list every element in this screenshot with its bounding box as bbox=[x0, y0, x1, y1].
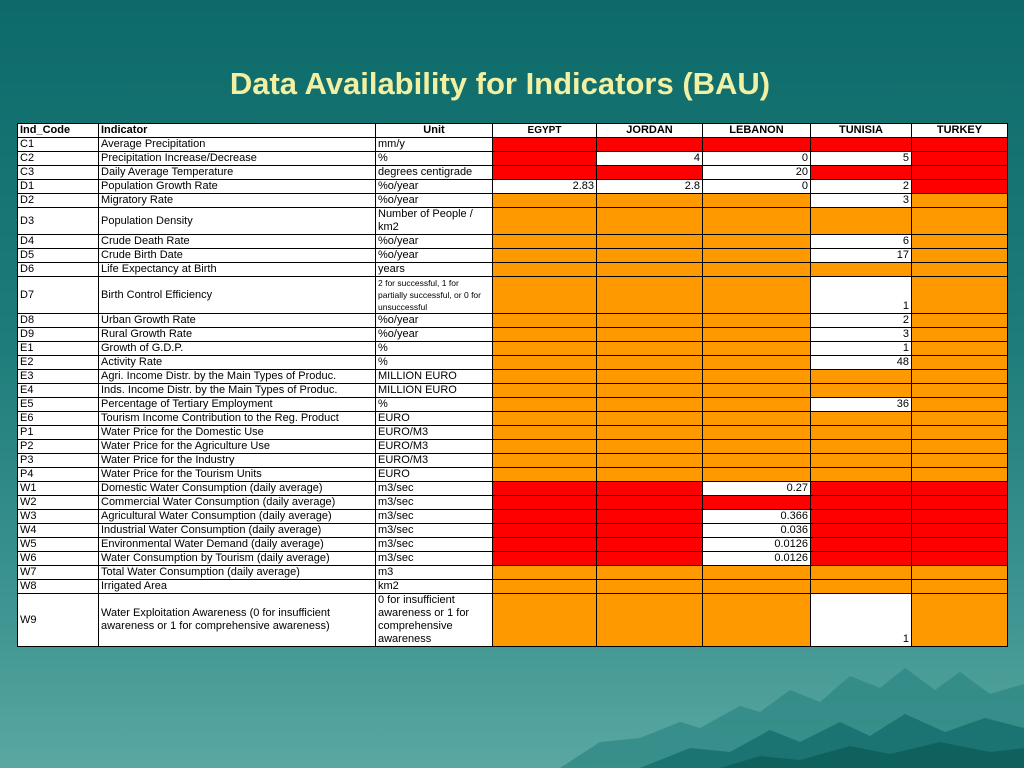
cell-unit: 0 for insufficient awareness or 1 for comprehensive awareness bbox=[376, 594, 493, 647]
cell-egypt bbox=[493, 384, 597, 398]
cell-lebanon: 0.0126 bbox=[703, 552, 811, 566]
cell-lebanon bbox=[703, 277, 811, 314]
cell-jordan bbox=[597, 524, 703, 538]
cell-unit: EURO bbox=[376, 468, 493, 482]
cell-egypt bbox=[493, 208, 597, 235]
cell-jordan bbox=[597, 342, 703, 356]
cell-indicator: Population Growth Rate bbox=[99, 180, 376, 194]
cell-jordan bbox=[597, 538, 703, 552]
table-row bbox=[18, 580, 1008, 594]
cell-indicator: Agri. Income Distr. by the Main Types of Produc. bbox=[99, 370, 376, 384]
cell-turkey bbox=[912, 314, 1008, 328]
cell-turkey bbox=[912, 580, 1008, 594]
cell-lebanon bbox=[703, 370, 811, 384]
cell-jordan bbox=[597, 328, 703, 342]
cell-unit: %o/year bbox=[376, 235, 493, 249]
cell-tunisia bbox=[811, 263, 912, 277]
cell-lebanon bbox=[703, 194, 811, 208]
table-row bbox=[18, 235, 1008, 249]
cell-tunisia bbox=[811, 384, 912, 398]
cell-jordan bbox=[597, 482, 703, 496]
cell-indicator: Inds. Income Distr. by the Main Types of Produc. bbox=[99, 384, 376, 398]
cell-tunisia bbox=[811, 208, 912, 235]
cell-lebanon bbox=[703, 263, 811, 277]
cell-indicator: Commercial Water Consumption (daily average) bbox=[99, 496, 376, 510]
cell-indicator: Total Water Consumption (daily average) bbox=[99, 566, 376, 580]
cell-tunisia: 6 bbox=[811, 235, 912, 249]
cell-turkey bbox=[912, 566, 1008, 580]
cell-indicator: Daily Average Temperature bbox=[99, 166, 376, 180]
cell-tunisia bbox=[811, 426, 912, 440]
cell-tunisia: 1 bbox=[811, 277, 912, 314]
cell-ind-code: E1 bbox=[18, 342, 99, 356]
cell-ind-code: E6 bbox=[18, 412, 99, 426]
cell-indicator: Water Price for the Industry bbox=[99, 454, 376, 468]
table-header bbox=[18, 124, 1008, 138]
cell-tunisia bbox=[811, 580, 912, 594]
cell-egypt bbox=[493, 594, 597, 647]
cell-lebanon bbox=[703, 440, 811, 454]
header-unit: Unit bbox=[376, 124, 493, 138]
cell-lebanon: 0.036 bbox=[703, 524, 811, 538]
cell-ind-code: W7 bbox=[18, 566, 99, 580]
cell-egypt bbox=[493, 194, 597, 208]
cell-turkey bbox=[912, 152, 1008, 166]
cell-jordan bbox=[597, 277, 703, 314]
header-tunisia: TUNISIA bbox=[811, 124, 912, 138]
cell-indicator: Water Price for the Agriculture Use bbox=[99, 440, 376, 454]
cell-unit: % bbox=[376, 356, 493, 370]
cell-jordan bbox=[597, 263, 703, 277]
cell-turkey bbox=[912, 398, 1008, 412]
table-row bbox=[18, 426, 1008, 440]
table-row bbox=[18, 194, 1008, 208]
table-row bbox=[18, 249, 1008, 263]
cell-unit: EURO/M3 bbox=[376, 426, 493, 440]
cell-tunisia bbox=[811, 440, 912, 454]
indicator-table bbox=[17, 123, 1008, 647]
cell-turkey bbox=[912, 263, 1008, 277]
cell-egypt bbox=[493, 356, 597, 370]
cell-ind-code: C1 bbox=[18, 138, 99, 152]
cell-unit: m3/sec bbox=[376, 482, 493, 496]
cell-unit: %o/year bbox=[376, 180, 493, 194]
cell-egypt bbox=[493, 277, 597, 314]
cell-ind-code: W6 bbox=[18, 552, 99, 566]
cell-tunisia bbox=[811, 370, 912, 384]
cell-ind-code: D3 bbox=[18, 208, 99, 235]
header-indicator: Indicator bbox=[99, 124, 376, 138]
cell-jordan: 4 bbox=[597, 152, 703, 166]
cell-lebanon: 0.0126 bbox=[703, 538, 811, 552]
cell-lebanon bbox=[703, 398, 811, 412]
cell-turkey bbox=[912, 138, 1008, 152]
cell-unit: EURO/M3 bbox=[376, 440, 493, 454]
cell-unit: years bbox=[376, 263, 493, 277]
cell-turkey bbox=[912, 249, 1008, 263]
cell-ind-code: D5 bbox=[18, 249, 99, 263]
cell-ind-code: E5 bbox=[18, 398, 99, 412]
cell-jordan bbox=[597, 440, 703, 454]
cell-tunisia bbox=[811, 510, 912, 524]
cell-egypt bbox=[493, 152, 597, 166]
cell-turkey bbox=[912, 524, 1008, 538]
cell-unit: %o/year bbox=[376, 194, 493, 208]
cell-jordan: 2.8 bbox=[597, 180, 703, 194]
cell-tunisia bbox=[811, 524, 912, 538]
header-ind-code: Ind_Code bbox=[18, 124, 99, 138]
cell-jordan bbox=[597, 510, 703, 524]
cell-indicator: Urban Growth Rate bbox=[99, 314, 376, 328]
cell-indicator: Activity Rate bbox=[99, 356, 376, 370]
cell-turkey bbox=[912, 468, 1008, 482]
cell-jordan bbox=[597, 580, 703, 594]
cell-indicator: Crude Birth Date bbox=[99, 249, 376, 263]
table-row bbox=[18, 263, 1008, 277]
cell-egypt bbox=[493, 510, 597, 524]
cell-lebanon bbox=[703, 496, 811, 510]
cell-lebanon bbox=[703, 208, 811, 235]
cell-ind-code: P2 bbox=[18, 440, 99, 454]
cell-lebanon bbox=[703, 384, 811, 398]
cell-ind-code: P3 bbox=[18, 454, 99, 468]
cell-turkey bbox=[912, 356, 1008, 370]
cell-lebanon: 0 bbox=[703, 180, 811, 194]
cell-tunisia bbox=[811, 468, 912, 482]
cell-turkey bbox=[912, 194, 1008, 208]
cell-jordan bbox=[597, 384, 703, 398]
header-egypt: EGYPT bbox=[493, 124, 597, 138]
cell-unit: m3/sec bbox=[376, 510, 493, 524]
cell-egypt bbox=[493, 398, 597, 412]
cell-unit: MILLION EURO bbox=[376, 370, 493, 384]
cell-lebanon bbox=[703, 249, 811, 263]
cell-tunisia: 3 bbox=[811, 328, 912, 342]
table-row bbox=[18, 412, 1008, 426]
table-row bbox=[18, 328, 1008, 342]
cell-indicator: Average Precipitation bbox=[99, 138, 376, 152]
cell-ind-code: P4 bbox=[18, 468, 99, 482]
cell-jordan bbox=[597, 412, 703, 426]
cell-turkey bbox=[912, 370, 1008, 384]
table-row bbox=[18, 208, 1008, 235]
cell-ind-code: W3 bbox=[18, 510, 99, 524]
cell-unit: m3/sec bbox=[376, 496, 493, 510]
cell-tunisia: 1 bbox=[811, 594, 912, 647]
cell-egypt bbox=[493, 482, 597, 496]
table-row bbox=[18, 356, 1008, 370]
cell-unit: m3/sec bbox=[376, 552, 493, 566]
cell-egypt bbox=[493, 552, 597, 566]
cell-indicator: Irrigated Area bbox=[99, 580, 376, 594]
cell-egypt bbox=[493, 468, 597, 482]
cell-turkey bbox=[912, 454, 1008, 468]
cell-indicator: Domestic Water Consumption (daily average) bbox=[99, 482, 376, 496]
cell-unit: degrees centigrade bbox=[376, 166, 493, 180]
table-row bbox=[18, 510, 1008, 524]
cell-ind-code: W9 bbox=[18, 594, 99, 647]
cell-unit: Number of People / km2 bbox=[376, 208, 493, 235]
table-row bbox=[18, 277, 1008, 314]
cell-tunisia: 48 bbox=[811, 356, 912, 370]
cell-turkey bbox=[912, 594, 1008, 647]
table-row bbox=[18, 538, 1008, 552]
cell-unit: km2 bbox=[376, 580, 493, 594]
cell-indicator: Water Consumption by Tourism (daily average) bbox=[99, 552, 376, 566]
cell-ind-code: E2 bbox=[18, 356, 99, 370]
table-row bbox=[18, 468, 1008, 482]
cell-ind-code: E3 bbox=[18, 370, 99, 384]
cell-lebanon bbox=[703, 426, 811, 440]
cell-indicator: Growth of G.D.P. bbox=[99, 342, 376, 356]
cell-lebanon bbox=[703, 356, 811, 370]
table-row bbox=[18, 552, 1008, 566]
cell-lebanon: 20 bbox=[703, 166, 811, 180]
cell-turkey bbox=[912, 328, 1008, 342]
cell-indicator: Water Price for the Domestic Use bbox=[99, 426, 376, 440]
cell-ind-code: W8 bbox=[18, 580, 99, 594]
cell-unit: 2 for successful, 1 for partially successful, or 0 for unsuccessful bbox=[376, 277, 493, 314]
cell-egypt bbox=[493, 235, 597, 249]
cell-jordan bbox=[597, 370, 703, 384]
cell-tunisia: 2 bbox=[811, 180, 912, 194]
cell-ind-code: W2 bbox=[18, 496, 99, 510]
cell-tunisia: 3 bbox=[811, 194, 912, 208]
cell-turkey bbox=[912, 384, 1008, 398]
cell-indicator: Water Price for the Tourism Units bbox=[99, 468, 376, 482]
cell-egypt bbox=[493, 314, 597, 328]
cell-jordan bbox=[597, 594, 703, 647]
table-row bbox=[18, 152, 1008, 166]
cell-unit: EURO/M3 bbox=[376, 454, 493, 468]
cell-unit: % bbox=[376, 152, 493, 166]
table-row bbox=[18, 384, 1008, 398]
cell-unit: mm/y bbox=[376, 138, 493, 152]
table-row bbox=[18, 166, 1008, 180]
cell-jordan bbox=[597, 314, 703, 328]
cell-egypt bbox=[493, 580, 597, 594]
table-row bbox=[18, 138, 1008, 152]
cell-egypt bbox=[493, 370, 597, 384]
cell-egypt bbox=[493, 496, 597, 510]
table-row bbox=[18, 524, 1008, 538]
cell-egypt bbox=[493, 263, 597, 277]
cell-unit: m3/sec bbox=[376, 538, 493, 552]
cell-jordan bbox=[597, 468, 703, 482]
cell-lebanon bbox=[703, 566, 811, 580]
cell-lebanon bbox=[703, 138, 811, 152]
cell-unit: m3 bbox=[376, 566, 493, 580]
cell-jordan bbox=[597, 194, 703, 208]
cell-lebanon bbox=[703, 314, 811, 328]
cell-jordan bbox=[597, 208, 703, 235]
cell-tunisia: 36 bbox=[811, 398, 912, 412]
table-row bbox=[18, 440, 1008, 454]
cell-lebanon: 0.27 bbox=[703, 482, 811, 496]
cell-lebanon bbox=[703, 580, 811, 594]
cell-ind-code: C3 bbox=[18, 166, 99, 180]
cell-lebanon bbox=[703, 594, 811, 647]
cell-turkey bbox=[912, 277, 1008, 314]
cell-turkey bbox=[912, 496, 1008, 510]
cell-lebanon bbox=[703, 328, 811, 342]
cell-unit: %o/year bbox=[376, 314, 493, 328]
cell-turkey bbox=[912, 166, 1008, 180]
cell-ind-code: D7 bbox=[18, 277, 99, 314]
cell-lebanon bbox=[703, 412, 811, 426]
cell-jordan bbox=[597, 552, 703, 566]
cell-ind-code: D1 bbox=[18, 180, 99, 194]
cell-turkey bbox=[912, 552, 1008, 566]
cell-tunisia: 17 bbox=[811, 249, 912, 263]
cell-egypt bbox=[493, 166, 597, 180]
cell-lebanon bbox=[703, 342, 811, 356]
cell-egypt bbox=[493, 538, 597, 552]
cell-unit: EURO bbox=[376, 412, 493, 426]
cell-jordan bbox=[597, 426, 703, 440]
cell-jordan bbox=[597, 166, 703, 180]
table-row bbox=[18, 370, 1008, 384]
cell-turkey bbox=[912, 510, 1008, 524]
cell-ind-code: D4 bbox=[18, 235, 99, 249]
cell-ind-code: D9 bbox=[18, 328, 99, 342]
cell-indicator: Industrial Water Consumption (daily average) bbox=[99, 524, 376, 538]
cell-ind-code: D6 bbox=[18, 263, 99, 277]
cell-unit: %o/year bbox=[376, 249, 493, 263]
cell-tunisia: 2 bbox=[811, 314, 912, 328]
cell-egypt bbox=[493, 524, 597, 538]
header-jordan: JORDAN bbox=[597, 124, 703, 138]
cell-jordan bbox=[597, 235, 703, 249]
cell-turkey bbox=[912, 180, 1008, 194]
cell-ind-code: W1 bbox=[18, 482, 99, 496]
cell-lebanon bbox=[703, 468, 811, 482]
cell-indicator: Environmental Water Demand (daily average) bbox=[99, 538, 376, 552]
table-row bbox=[18, 482, 1008, 496]
cell-tunisia bbox=[811, 138, 912, 152]
cell-unit: MILLION EURO bbox=[376, 384, 493, 398]
cell-indicator: Life Expectancy at Birth bbox=[99, 263, 376, 277]
cell-unit: % bbox=[376, 398, 493, 412]
cell-tunisia bbox=[811, 552, 912, 566]
cell-turkey bbox=[912, 412, 1008, 426]
cell-tunisia bbox=[811, 566, 912, 580]
table-row bbox=[18, 180, 1008, 194]
table-row bbox=[18, 454, 1008, 468]
cell-ind-code: D8 bbox=[18, 314, 99, 328]
table-row bbox=[18, 594, 1008, 647]
cell-indicator: Tourism Income Contribution to the Reg. Product bbox=[99, 412, 376, 426]
cell-tunisia bbox=[811, 412, 912, 426]
cell-indicator: Birth Control Efficiency bbox=[99, 277, 376, 314]
cell-jordan bbox=[597, 138, 703, 152]
cell-indicator: Percentage of Tertiary Employment bbox=[99, 398, 376, 412]
cell-jordan bbox=[597, 249, 703, 263]
header-lebanon: LEBANON bbox=[703, 124, 811, 138]
cell-jordan bbox=[597, 356, 703, 370]
cell-egypt bbox=[493, 440, 597, 454]
cell-jordan bbox=[597, 566, 703, 580]
cell-ind-code: E4 bbox=[18, 384, 99, 398]
table-row bbox=[18, 496, 1008, 510]
cell-ind-code: P1 bbox=[18, 426, 99, 440]
cell-indicator: Precipitation Increase/Decrease bbox=[99, 152, 376, 166]
cell-egypt bbox=[493, 454, 597, 468]
header-turkey: TURKEY bbox=[912, 124, 1008, 138]
cell-ind-code: C2 bbox=[18, 152, 99, 166]
cell-tunisia: 5 bbox=[811, 152, 912, 166]
cell-turkey bbox=[912, 482, 1008, 496]
cell-egypt bbox=[493, 342, 597, 356]
cell-turkey bbox=[912, 538, 1008, 552]
cell-tunisia: 1 bbox=[811, 342, 912, 356]
cell-jordan bbox=[597, 454, 703, 468]
cell-unit: % bbox=[376, 342, 493, 356]
cell-turkey bbox=[912, 235, 1008, 249]
page-title: Data Availability for Indicators (BAU) bbox=[229, 66, 771, 101]
cell-indicator: Population Density bbox=[99, 208, 376, 235]
cell-indicator: Rural Growth Rate bbox=[99, 328, 376, 342]
cell-indicator: Migratory Rate bbox=[99, 194, 376, 208]
cell-lebanon: 0 bbox=[703, 152, 811, 166]
cell-tunisia bbox=[811, 166, 912, 180]
cell-jordan bbox=[597, 496, 703, 510]
cell-lebanon bbox=[703, 235, 811, 249]
cell-egypt: 2.83 bbox=[493, 180, 597, 194]
cell-egypt bbox=[493, 412, 597, 426]
cell-ind-code: D2 bbox=[18, 194, 99, 208]
cell-ind-code: W5 bbox=[18, 538, 99, 552]
cell-egypt bbox=[493, 566, 597, 580]
cell-tunisia bbox=[811, 482, 912, 496]
cell-egypt bbox=[493, 328, 597, 342]
cell-turkey bbox=[912, 342, 1008, 356]
cell-egypt bbox=[493, 426, 597, 440]
cell-unit: m3/sec bbox=[376, 524, 493, 538]
cell-turkey bbox=[912, 440, 1008, 454]
table-row bbox=[18, 398, 1008, 412]
cell-egypt bbox=[493, 249, 597, 263]
cell-indicator: Crude Death Rate bbox=[99, 235, 376, 249]
cell-indicator: Water Exploitation Awareness (0 for insufficient awareness or 1 for comprehensive awareness) bbox=[99, 594, 376, 647]
table-row bbox=[18, 566, 1008, 580]
cell-indicator: Agricultural Water Consumption (daily average) bbox=[99, 510, 376, 524]
table-row bbox=[18, 342, 1008, 356]
cell-lebanon bbox=[703, 454, 811, 468]
cell-turkey bbox=[912, 426, 1008, 440]
cell-tunisia bbox=[811, 538, 912, 552]
cell-tunisia bbox=[811, 454, 912, 468]
cell-jordan bbox=[597, 398, 703, 412]
cell-lebanon: 0.366 bbox=[703, 510, 811, 524]
cell-unit: %o/year bbox=[376, 328, 493, 342]
cell-tunisia bbox=[811, 496, 912, 510]
cell-ind-code: W4 bbox=[18, 524, 99, 538]
cell-turkey bbox=[912, 208, 1008, 235]
cell-egypt bbox=[493, 138, 597, 152]
table-row bbox=[18, 314, 1008, 328]
